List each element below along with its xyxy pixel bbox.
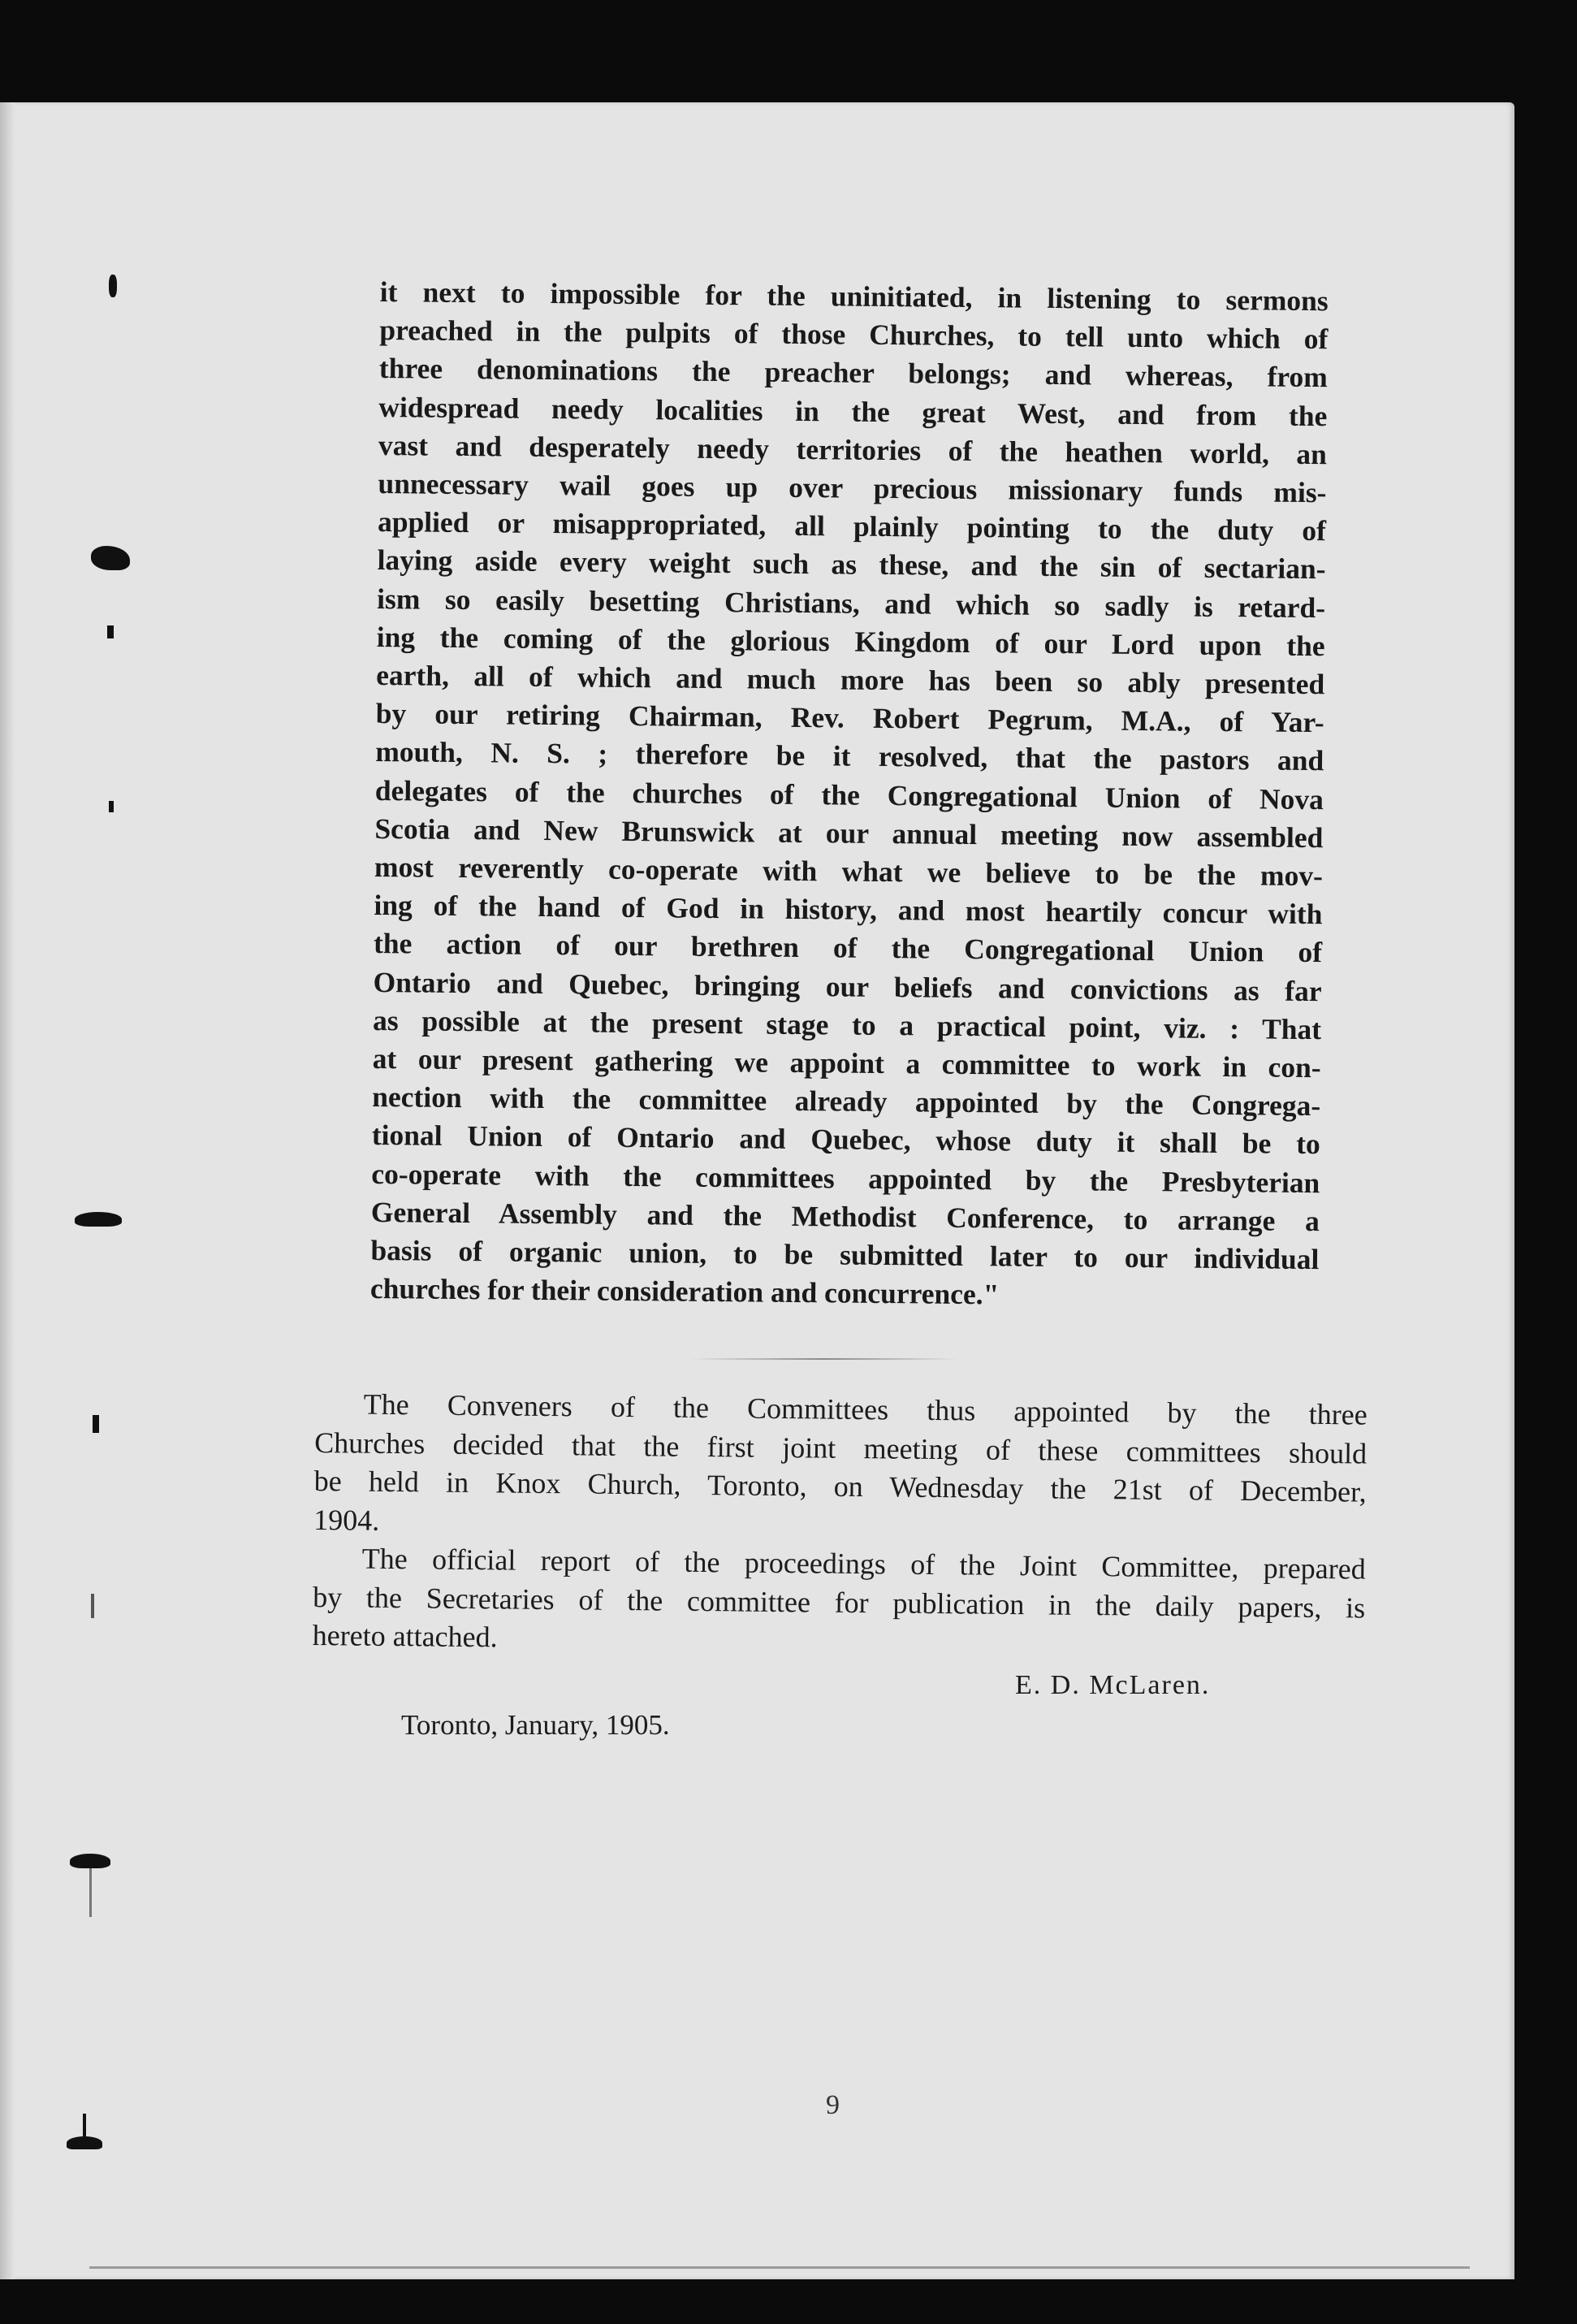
text-line: earth, all of which and much more has been so ably presented bbox=[376, 659, 1325, 701]
text-line: by the Secretaries of the committee for publication in the daily papers, is bbox=[313, 1580, 1366, 1625]
text-line: mouth, N. S. ; therefore be it resolved, that the pastors and bbox=[375, 735, 1324, 777]
page-number: 9 bbox=[826, 2090, 840, 2120]
text-line: delegates of the churches of the Congregational Union of Nova bbox=[374, 773, 1324, 816]
binding-mark bbox=[67, 2136, 102, 2149]
text-line: 1904. bbox=[313, 1503, 380, 1537]
page-binding-shadow bbox=[0, 102, 15, 2279]
text-line: applied or misappropriated, all plainly pointing to the duty of bbox=[377, 505, 1327, 547]
text-line: Scotia and New Brunswick at our annual meeting now assembled bbox=[374, 811, 1324, 855]
narrative-text bbox=[313, 1385, 1367, 1666]
text-line: The official report of the proceedings of the Joint Committee, prepared bbox=[361, 1542, 1366, 1586]
section-divider bbox=[690, 1358, 958, 1360]
text-line: at our present gathering we appoint a committee to work in con- bbox=[372, 1042, 1321, 1084]
binding-mark bbox=[91, 1594, 94, 1618]
binding-mark bbox=[70, 1854, 110, 1868]
text-line: The Conveners of the Committees thus appointed by the three bbox=[363, 1387, 1367, 1431]
text-line: it next to impossible for the uninitiated, in listening to sermons bbox=[379, 275, 1329, 318]
text-line: churches for their consideration and concurrence." bbox=[369, 1272, 1000, 1311]
text-line: vast and desperately needy territories of the heathen world, an bbox=[378, 428, 1328, 471]
binding-mark bbox=[109, 275, 117, 297]
text-line: ing the coming of the glorious Kingdom of our Lord upon the bbox=[376, 620, 1325, 663]
text-line: hereto attached. bbox=[312, 1618, 498, 1654]
binding-mark bbox=[109, 801, 114, 812]
text-line: basis of organic union, to be submitted later to our individual bbox=[370, 1234, 1320, 1276]
text-line: co-operate with the committees appointed by the Presbyterian bbox=[371, 1157, 1320, 1199]
text-line: Ontario and Quebec, bringing our beliefs and convictions as far bbox=[373, 965, 1322, 1007]
binding-mark bbox=[89, 1868, 92, 1917]
binding-mark bbox=[75, 1212, 122, 1227]
text-line: most reverently co-operate with what we believe to be the mov- bbox=[374, 850, 1324, 893]
text-line: three denominations the preacher belongs; and whereas, from bbox=[378, 352, 1329, 394]
resolution-text bbox=[370, 273, 1329, 1318]
text-line: by our retiring Chairman, Rev. Robert Pegrum, M.A., of Yar- bbox=[375, 697, 1324, 739]
binding-mark bbox=[83, 2114, 86, 2138]
text-line: laying aside every weight such as these, and the sin of sectarian- bbox=[377, 543, 1326, 586]
text-line: be held in Knox Church, Toronto, on Wednesday the 21st of December, bbox=[313, 1464, 1367, 1508]
place-date: Toronto, January, 1905. bbox=[401, 1709, 670, 1741]
text-line: the action of our brethren of the Congregational Union of bbox=[373, 927, 1323, 969]
text-line: preached in the pulpits of those Churches, to tell unto which of bbox=[379, 314, 1329, 356]
text-line: widespread needy localities in the great West, and from the bbox=[378, 390, 1328, 432]
binding-mark bbox=[93, 1415, 99, 1433]
text-line: nection with the committee already appointed by the Congrega- bbox=[372, 1080, 1321, 1123]
text-line: as possible at the present stage to a practical point, viz. : That bbox=[372, 1003, 1322, 1046]
binding-mark bbox=[107, 625, 114, 638]
page-edge-line bbox=[89, 2266, 1470, 2269]
text-line: tional Union of Ontario and Quebec, whose duty it shall be to bbox=[371, 1119, 1320, 1161]
text-line: Churches decided that the first joint meeting of these committees should bbox=[314, 1426, 1367, 1470]
text-line: ism so easily besetting Christians, and which so sadly is retard- bbox=[376, 582, 1326, 624]
text-line: General Assembly and the Methodist Conference, to arrange a bbox=[370, 1195, 1320, 1238]
signature: E. D. McLaren. bbox=[1015, 1670, 1211, 1700]
text-line: ing of the hand of God in history, and most heartily concur with bbox=[374, 889, 1323, 931]
text-line: unnecessary wail goes up over precious missionary funds mis- bbox=[378, 467, 1327, 509]
